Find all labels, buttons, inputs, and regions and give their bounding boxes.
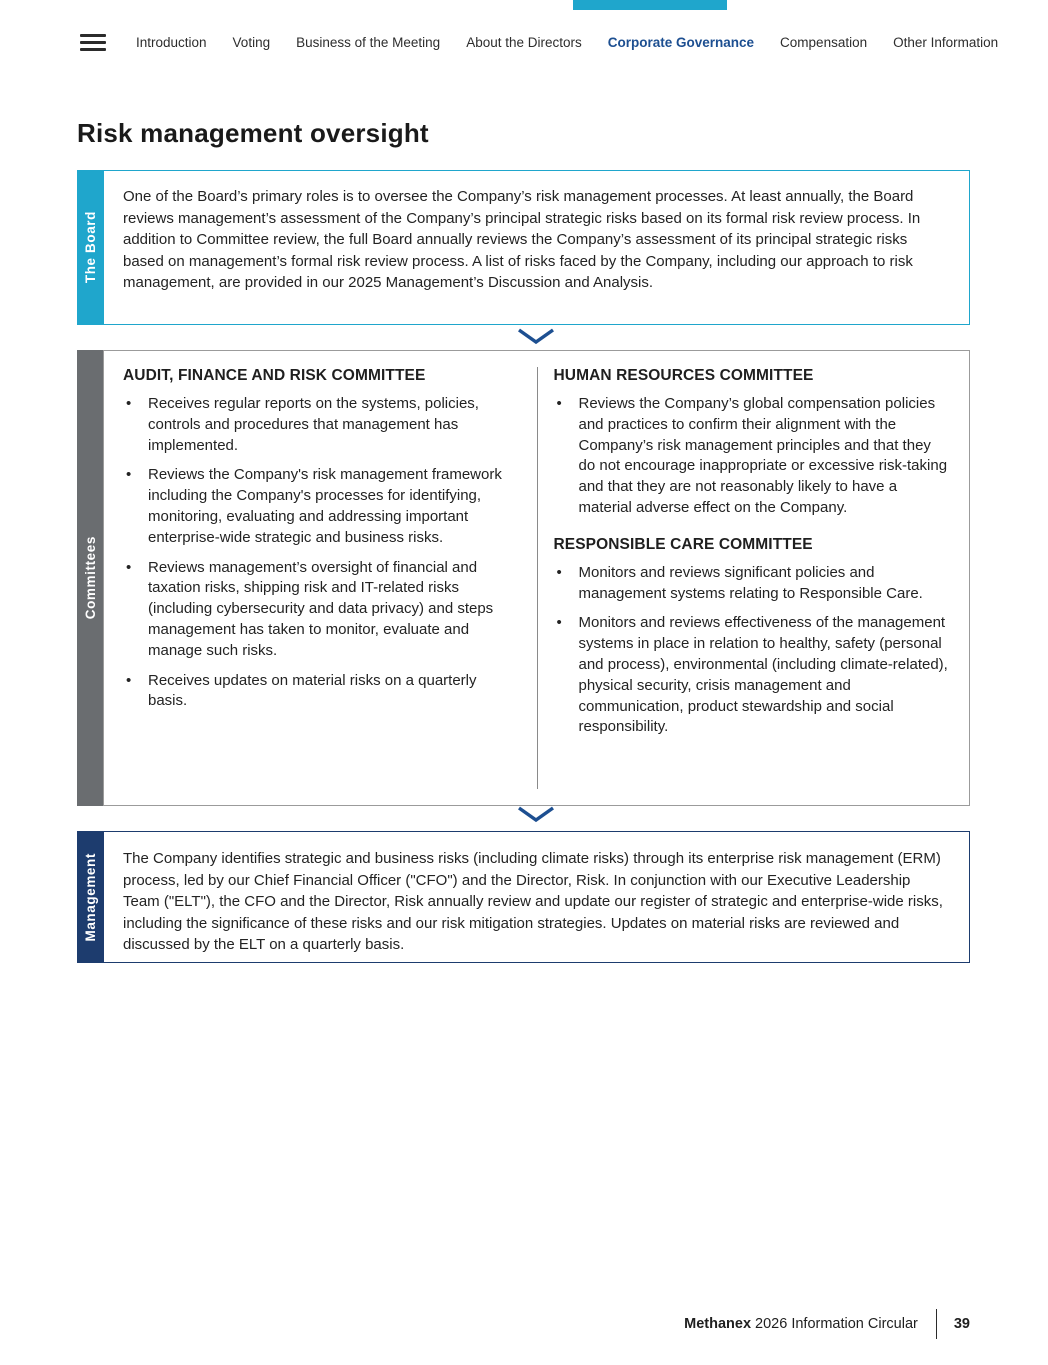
chevron-down-icon	[517, 328, 555, 345]
committees-section-label: Committees	[82, 536, 98, 620]
list-item: • Monitors and reviews effectiveness of the management systems in place in relation to healthy, safety (personal and process), environmental (including climate-related), physical security, crisis management and communication, product stewardship and social responsibility.	[554, 613, 952, 738]
page-footer	[684, 1308, 970, 1340]
footer-circular-title: 2026 Information Circular	[755, 1316, 918, 1332]
list-item: • Receives updates on material risks on a quarterly basis.	[123, 671, 519, 713]
nav-item-corporate-governance[interactable]: Corporate Governance	[607, 34, 755, 50]
board-section-strip	[77, 170, 103, 325]
page-number: 39	[953, 1316, 970, 1332]
nav-item-business-of-the-meeting[interactable]: Business of the Meeting	[296, 34, 441, 50]
committees-right-column	[537, 351, 970, 805]
hamburger-menu-icon[interactable]	[80, 34, 106, 51]
board-section	[77, 170, 970, 325]
nav-item-other-information[interactable]: Other Information	[893, 34, 999, 50]
nav-item-introduction[interactable]: Introduction	[136, 34, 207, 50]
human-resources-committee-heading: HUMAN RESOURCES COMMITTEE	[553, 367, 814, 384]
management-section	[77, 831, 970, 963]
nav-item-voting[interactable]: Voting	[232, 34, 271, 50]
footer-brand: Methanex	[684, 1316, 752, 1332]
management-section-text: The Company identifies strategic and business risks (including climate risks) through its enterprise risk management (ERM) process, led by our Chief Financial Officer ("CFO") and the Director, Risk. In conjunction with our Executive Leadership Team ("ELT"), the CFO and the Director, Risk annually review and update our register of strategic and enterprise-wide risks, including the significance of these risks and our risk mitigation strategies. Updates on material risks are reviewed and discussed by the ELT on a quarterly basis.	[123, 850, 943, 953]
nav-item-about-the-directors[interactable]: About the Directors	[466, 34, 582, 50]
footer-title	[684, 1316, 918, 1332]
list-item: • Monitors and reviews significant policies and management systems relating to Responsible Care.	[554, 563, 952, 605]
footer-divider	[936, 1309, 937, 1339]
management-section-label: Management	[82, 852, 98, 942]
human-resources-committee-list	[554, 394, 952, 519]
chevron-down-icon	[517, 806, 555, 823]
top-navigation	[80, 31, 998, 53]
board-section-label: The Board	[82, 211, 98, 284]
nav-item-compensation[interactable]: Compensation	[780, 34, 868, 50]
committees-left-column	[104, 351, 537, 805]
responsible-care-committee-heading: RESPONSIBLE CARE COMMITTEE	[553, 535, 813, 553]
management-section-box	[103, 831, 970, 963]
audit-finance-risk-committee-list	[123, 394, 519, 712]
list-item: • Reviews the Company's risk management framework including the Company's processes for identifying, monitoring, evaluating and addressing important enterprise-wide strategic and business risks.	[123, 465, 519, 548]
list-item: • Reviews management’s oversight of financial and taxation risks, shipping risk and IT-related risks (including cybersecurity and data privacy) and steps management has taken to monitor, evaluate and manage such risks.	[123, 558, 519, 662]
board-section-text: One of the Board’s primary roles is to oversee the Company’s risk management processes. At least annually, the Board reviews management’s assessment of the Company’s principal strategic risks based on its formal risk review process. In addition to Committee review, the full Board annually reviews the Company’s assessment of its principal strategic risks based on management’s formal risk review process. A list of risks faced by the Company, including our approach to risk management, are provided in our 2025 Management’s Discussion and Analysis.	[123, 188, 921, 291]
list-item: • Receives regular reports on the systems, policies, controls and procedures that management has implemented.	[123, 394, 519, 456]
management-section-strip	[77, 831, 103, 963]
page-title: Risk management oversight	[77, 118, 429, 148]
column-divider	[537, 367, 538, 789]
responsible-care-committee-list	[554, 563, 952, 738]
audit-finance-risk-committee-heading: AUDIT, FINANCE AND RISK COMMITTEE	[123, 367, 426, 384]
committees-section-strip	[77, 350, 103, 806]
committees-section	[77, 350, 970, 806]
list-item: • Reviews the Company’s global compensation policies and practices to confirm their alignment with the Company’s risk management principles and that they do not encourage inappropriate or excessive risk-taking and that they are not reasonably likely to have a material adverse effect on the Company.	[554, 394, 952, 519]
board-section-box	[103, 170, 970, 325]
active-tab-indicator	[573, 0, 727, 10]
committees-section-box	[103, 350, 970, 806]
